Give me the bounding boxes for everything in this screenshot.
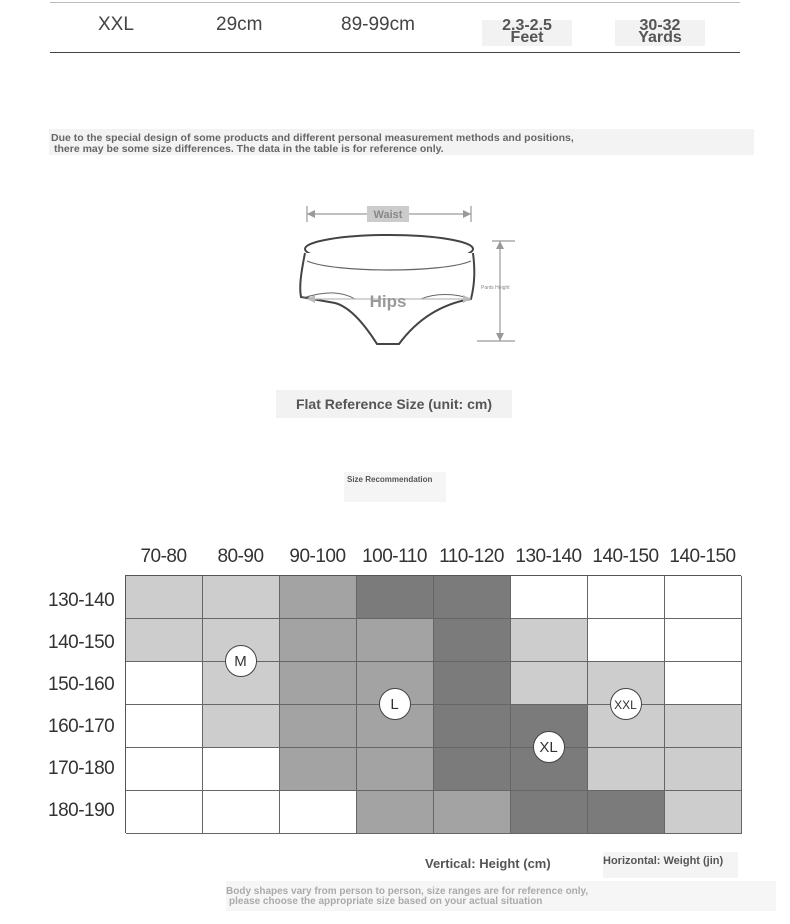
grid-cell xyxy=(126,791,203,834)
flat-reference-label: Flat Reference Size (unit: cm) xyxy=(276,390,512,418)
grid-cell xyxy=(588,619,665,662)
grid-cell xyxy=(357,748,434,791)
grid-cell xyxy=(280,791,357,834)
size-recommendation-title: Size Recommendation xyxy=(344,472,446,502)
size-notice xyxy=(49,129,754,155)
row-header: 160-170 xyxy=(48,716,115,737)
grid-cell xyxy=(665,576,742,619)
column-header: 110-120 xyxy=(439,546,504,567)
height-label: Pants Height xyxy=(481,285,510,291)
grid-cell xyxy=(357,791,434,834)
grid-cell xyxy=(126,619,203,662)
feet-unit: Feet xyxy=(510,29,544,46)
notice-line-2: there may be some size differences. The data in the table is for reference only. xyxy=(54,143,444,155)
grid-cell xyxy=(434,791,511,834)
grid-cell xyxy=(280,662,357,705)
grid-cell xyxy=(511,576,588,619)
grid-cell xyxy=(280,748,357,791)
grid-cell xyxy=(665,662,742,705)
hips-label: Hips xyxy=(369,292,407,311)
size-marker-m: M xyxy=(225,645,257,677)
yards-value xyxy=(615,17,705,46)
grid-cell xyxy=(203,791,280,834)
row-header: 140-150 xyxy=(48,632,115,653)
footer-line-2: please choose the appropriate size based on your actual situation xyxy=(229,896,543,907)
grid-cell xyxy=(126,705,203,748)
footer-note xyxy=(226,881,776,911)
size-marker-xxl: XXL xyxy=(610,688,642,720)
vertical-axis-label: Vertical: Height (cm) xyxy=(425,856,551,871)
waist-label: Waist xyxy=(373,209,403,221)
column-header: 140-150 xyxy=(669,546,736,567)
grid-cell xyxy=(511,662,588,705)
waist-value: 29cm xyxy=(216,14,263,35)
grid-cell xyxy=(511,619,588,662)
grid-cell xyxy=(665,619,742,662)
column-header: 80-90 xyxy=(217,546,264,567)
grid-cell xyxy=(203,705,280,748)
footer-line-1: Body shapes vary from person to person, size ranges are for reference only, xyxy=(226,886,589,897)
grid-cell xyxy=(434,662,511,705)
grid-cell xyxy=(665,705,742,748)
size-marker-l: L xyxy=(379,688,411,720)
feet-value xyxy=(482,17,572,46)
hips-value: 89-99cm xyxy=(341,14,415,35)
underwear-diagram xyxy=(295,195,525,355)
grid-cell xyxy=(665,748,742,791)
grid-cell xyxy=(357,576,434,619)
row-header: 130-140 xyxy=(48,590,115,611)
grid-cell xyxy=(280,576,357,619)
column-header: 70-80 xyxy=(140,546,187,567)
grid-cell xyxy=(126,748,203,791)
grid-cell xyxy=(357,619,434,662)
grid-cell xyxy=(434,705,511,748)
yards-unit: Yards xyxy=(638,29,682,46)
row-header: 180-190 xyxy=(48,800,115,821)
grid-cell xyxy=(126,576,203,619)
column-header: 140-150 xyxy=(592,546,659,567)
size-value: XXL xyxy=(98,14,134,35)
grid-cell xyxy=(434,576,511,619)
horizontal-axis-label: Horizontal: Weight (jin) xyxy=(603,852,738,878)
size-row xyxy=(50,0,740,53)
grid-cell xyxy=(511,791,588,834)
yards-range: 30-32 xyxy=(639,17,681,34)
grid-cell xyxy=(588,791,665,834)
size-marker-xl: XL xyxy=(533,731,565,763)
column-header: 90-100 xyxy=(289,546,346,567)
grid-cell xyxy=(434,619,511,662)
size-recommendation-grid xyxy=(125,575,741,833)
column-header: 130-140 xyxy=(515,546,582,567)
grid-cell xyxy=(434,748,511,791)
grid-cell xyxy=(588,576,665,619)
notice-line-1: Due to the special design of some products and different personal measurement methods and positions, xyxy=(51,132,574,144)
column-header: 100-110 xyxy=(362,546,427,567)
grid-cell xyxy=(126,662,203,705)
feet-range: 2.3-2.5 xyxy=(502,17,552,34)
grid-cell xyxy=(280,705,357,748)
row-header: 150-160 xyxy=(48,674,115,695)
row-header: 170-180 xyxy=(48,758,115,779)
grid-cell xyxy=(665,791,742,834)
grid-cell xyxy=(588,748,665,791)
grid-cell xyxy=(203,576,280,619)
grid-cell xyxy=(203,748,280,791)
grid-cell xyxy=(280,619,357,662)
